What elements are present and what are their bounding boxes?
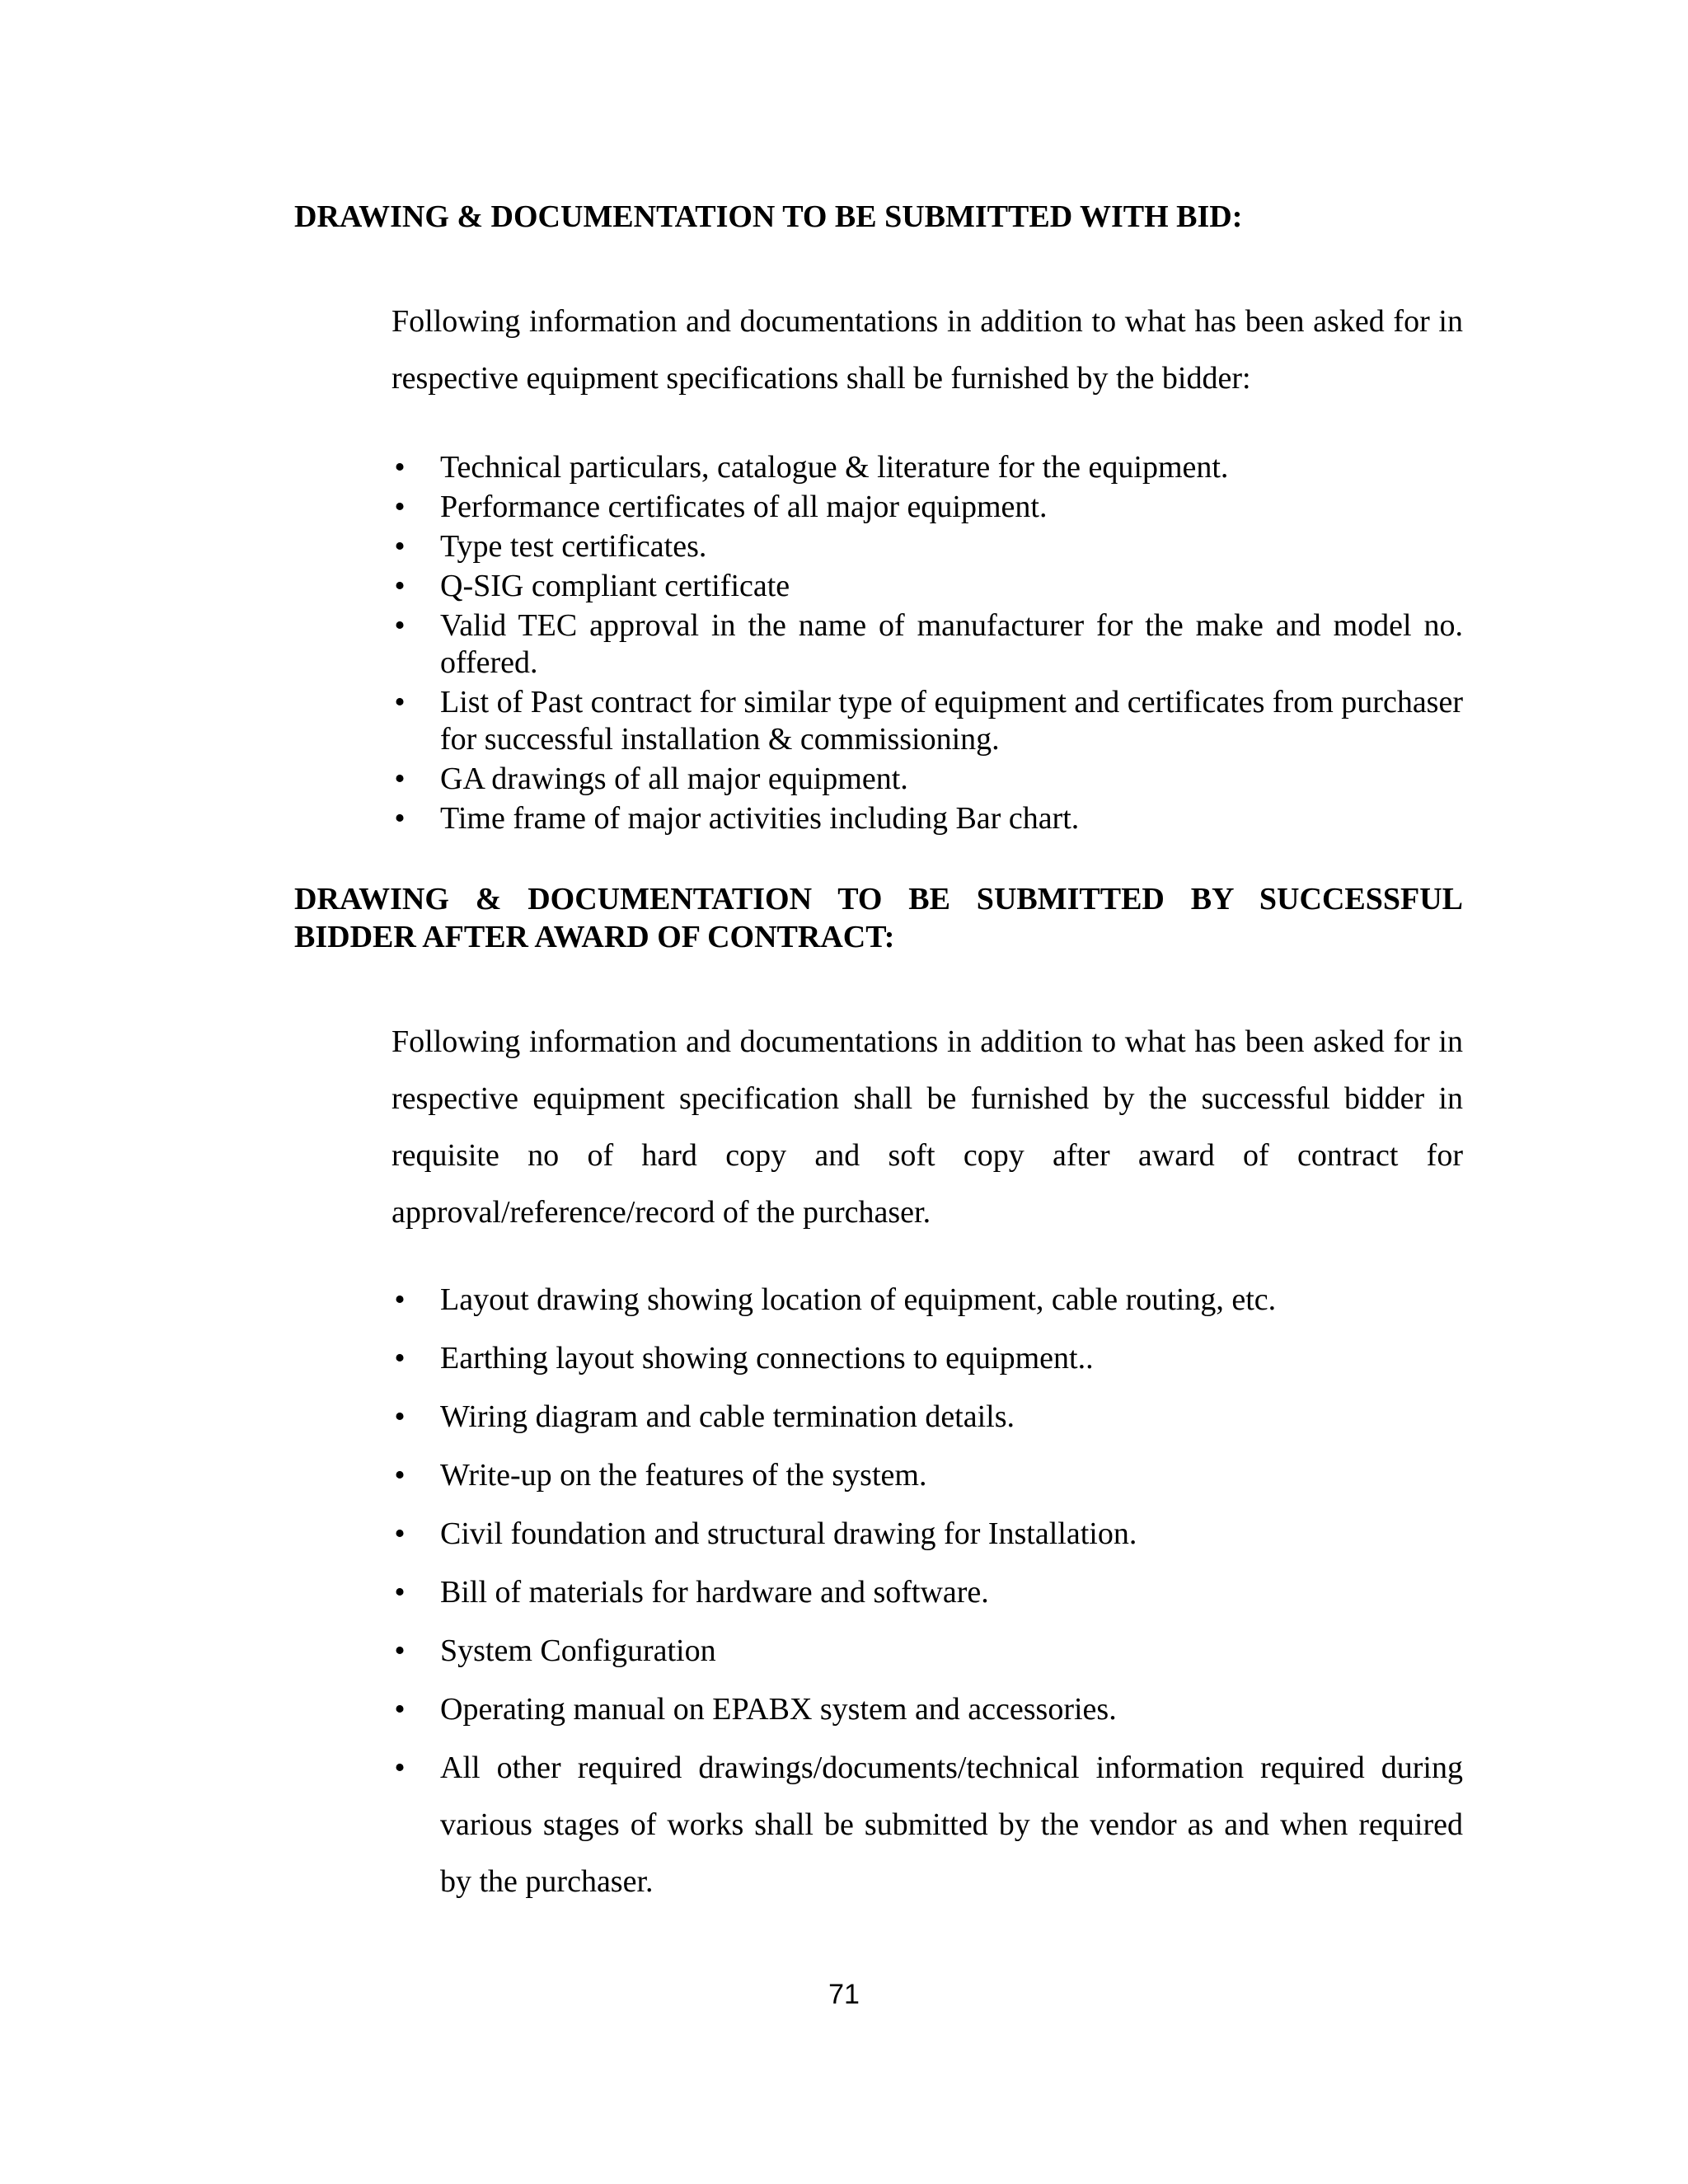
bullet-icon: • — [394, 1575, 406, 1610]
section1-heading: DRAWING & DOCUMENTATION TO BE SUBMITTED WITH BID: — [294, 199, 1243, 234]
list-item: • Bill of materials for hardware and software. — [392, 1564, 1463, 1621]
bullet-icon: • — [394, 450, 406, 485]
bullet-icon: • — [394, 1341, 406, 1376]
list-item: • Earthing layout showing connections to equipment.. — [392, 1330, 1463, 1387]
list-item: • Operating manual on EPABX system and accessories. — [392, 1681, 1463, 1738]
page-number: 71 — [828, 1979, 860, 2010]
bullet-icon: • — [394, 1458, 406, 1493]
bullet-icon: • — [394, 801, 406, 836]
list-item: • Q-SIG compliant certificate — [392, 568, 1463, 605]
bullet-icon: • — [394, 762, 406, 796]
section2-list — [392, 1272, 1463, 1912]
section2-heading: DRAWING & DOCUMENTATION TO BE SUBMITTED BY SUCCESSFUL BIDDER AFTER AWARD OF CONTRACT: — [294, 882, 1463, 954]
bullet-icon: • — [394, 685, 406, 719]
list-item: • Type test certificates. — [392, 528, 1463, 565]
list-item: • Wiring diagram and cable termination details. — [392, 1389, 1463, 1446]
bullet-icon: • — [394, 1282, 406, 1317]
list-item: • GA drawings of all major equipment. — [392, 761, 1463, 798]
bullet-icon: • — [394, 1516, 406, 1551]
list-item: • Technical particulars, catalogue & literature for the equipment. — [392, 449, 1463, 486]
bullet-icon: • — [394, 529, 406, 564]
list-item: • Time frame of major activities including Bar chart. — [392, 800, 1463, 837]
list-item: • Civil foundation and structural drawing for Installation. — [392, 1506, 1463, 1563]
bullet-icon: • — [394, 490, 406, 524]
bullet-icon: • — [394, 1750, 406, 1785]
bullet-icon: • — [394, 608, 406, 643]
section2-intro: Following information and documentations in addition to what has been asked for in respective equipment specification shall be furnished by the successful bidder in requisite no of hard copy and soft copy after award of contract for approval/reference/record of the purchaser. — [392, 1024, 1463, 1230]
bullet-icon: • — [394, 1399, 406, 1434]
list-item: • Write-up on the features of the system. — [392, 1447, 1463, 1504]
bullet-icon: • — [394, 569, 406, 603]
section1-intro: Following information and documentations in addition to what has been asked for in respective equipment specifications shall be furnished by the bidder: — [392, 304, 1463, 396]
list-item: • Performance certificates of all major equipment. — [392, 489, 1463, 526]
bullet-icon: • — [394, 1633, 406, 1668]
bullet-icon: • — [394, 1692, 406, 1727]
list-item: • All other required drawings/documents/technical information required during various stages of works shall be submitted by the vendor as and when required by the purchaser. — [392, 1740, 1463, 1910]
list-item: • Layout drawing showing location of equipment, cable routing, etc. — [392, 1272, 1463, 1329]
list-item: • List of Past contract for similar type of equipment and certificates from purchaser for successful installation & commissioning. — [392, 684, 1463, 758]
section1-list — [392, 449, 1463, 840]
list-item: • System Configuration — [392, 1623, 1463, 1680]
list-item: • Valid TEC approval in the name of manufacturer for the make and model no. offered. — [392, 607, 1463, 682]
